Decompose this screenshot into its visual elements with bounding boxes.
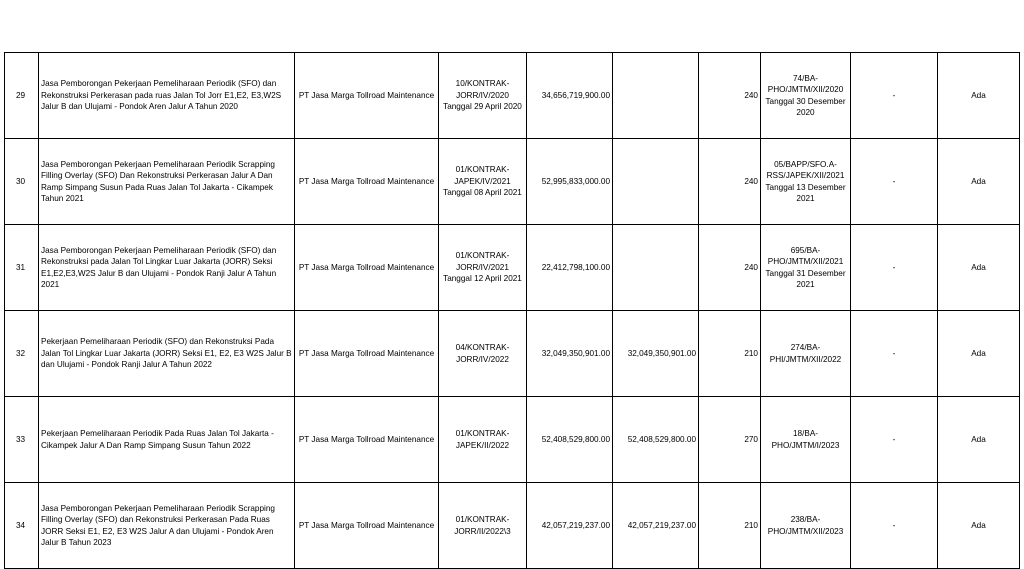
contracts-table [4, 52, 1020, 569]
row-number: 29 [5, 53, 39, 139]
job-description: Pekerjaan Pemeliharaan Periodik (SFO) dan Rekonstruksi Pada Jalan Tol Lingkar Luar Jakarta (JORR) Seksi E1, E2, E3 W2S Jalur B dan Ulujami - Pondok Ranji Jalur A Tahun 2022 [39, 311, 295, 397]
contract-number: 01/KONTRAK-JORR/II/2022\3 [439, 483, 527, 569]
contract-value: 34,656,719,900.00 [527, 53, 613, 139]
contractor-name: PT Jasa Marga Tollroad Maintenance [295, 139, 439, 225]
table-row [5, 139, 1020, 225]
availability-status: Ada [938, 225, 1020, 311]
realized-value [613, 139, 699, 225]
contract-value: 22,412,798,100.00 [527, 225, 613, 311]
handover-document: 05/BAPP/SFO.A-RSS/JAPEK/XII/2021 Tanggal 13 Desember 2021 [761, 139, 851, 225]
remark-dash: - [851, 397, 938, 483]
availability-status: Ada [938, 139, 1020, 225]
duration-days: 210 [699, 483, 761, 569]
contract-number: 04/KONTRAK-JORR/IV/2022 [439, 311, 527, 397]
row-number: 33 [5, 397, 39, 483]
row-number: 31 [5, 225, 39, 311]
contract-number: 01/KONTRAK-JAPEK/II/2022 [439, 397, 527, 483]
realized-value: 42,057,219,237.00 [613, 483, 699, 569]
job-description: Jasa Pemborongan Pekerjaan Pemeliharaan Periodik (SFO) dan Rekonstruksi pada Jalan Tol Lingkar Luar Jakarta (JORR) Seksi E1,E2,E3,W2S Jalur B dan Ulujami - Pondok Ranji Jalur A Tahun 2021 [39, 225, 295, 311]
table-row [5, 483, 1020, 569]
remark-dash: - [851, 53, 938, 139]
realized-value: 52,408,529,800.00 [613, 397, 699, 483]
contract-value: 52,995,833,000.00 [527, 139, 613, 225]
job-description: Jasa Pemborongan Pekerjaan Pemeliharaan Periodik Scrapping Filling Overlay (SFO) Dan Rekonstruksi Perkerasan Jalur A Dan Ramp Simpang Susun Pada Ruas Jalan Tol Jakarta - Cikampek Tahun 2021 [39, 139, 295, 225]
availability-status: Ada [938, 311, 1020, 397]
table-row [5, 397, 1020, 483]
table-row [5, 311, 1020, 397]
realized-value: 32,049,350,901.00 [613, 311, 699, 397]
contract-number: 10/KONTRAK-JORR/IV/2020 Tanggal 29 April 2020 [439, 53, 527, 139]
job-description: Jasa Pemborongan Pekerjaan Pemeliharaan Periodik (SFO) dan Rekonstruksi Perkerasan pada ruas Jalan Tol Jorr E1,E2, E3,W2S Jalur B dan Ulujami - Pondok Aren Jalur A Tahun 2020 [39, 53, 295, 139]
remark-dash: - [851, 225, 938, 311]
duration-days: 240 [699, 225, 761, 311]
handover-document: 274/BA-PHI/JMTM/XII/2022 [761, 311, 851, 397]
job-description: Jasa Pemborongan Pekerjaan Pemeliharaan Periodik Scrapping Filling Overlay (SFO) dan Rekonstruksi Perkerasan Pada Ruas JORR Seksi E1, E2, E3 W2S Jalur A dan Ulujami - Pondok Aren Jalur B Tahun 2023 [39, 483, 295, 569]
contractor-name: PT Jasa Marga Tollroad Maintenance [295, 225, 439, 311]
availability-status: Ada [938, 483, 1020, 569]
duration-days: 240 [699, 53, 761, 139]
contract-number: 01/KONTRAK-JORR/IV/2021 Tanggal 12 April 2021 [439, 225, 527, 311]
contract-value: 32,049,350,901.00 [527, 311, 613, 397]
duration-days: 240 [699, 139, 761, 225]
contractor-name: PT Jasa Marga Tollroad Maintenance [295, 397, 439, 483]
contract-number: 01/KONTRAK-JAPEK/IV/2021 Tanggal 08 April 2021 [439, 139, 527, 225]
row-number: 34 [5, 483, 39, 569]
realized-value [613, 53, 699, 139]
contract-value: 42,057,219,237.00 [527, 483, 613, 569]
handover-document: 18/BA-PHO/JMTM/I/2023 [761, 397, 851, 483]
job-description: Pekerjaan Pemeliharaan Periodik Pada Ruas Jalan Tol Jakarta - Cikampek Jalur A Dan Ramp Simpang Susun Tahun 2022 [39, 397, 295, 483]
row-number: 30 [5, 139, 39, 225]
handover-document: 74/BA-PHO/JMTM/XII/2020 Tanggal 30 Desember 2020 [761, 53, 851, 139]
row-number: 32 [5, 311, 39, 397]
remark-dash: - [851, 483, 938, 569]
handover-document: 238/BA-PHO/JMTM/XII/2023 [761, 483, 851, 569]
table-row [5, 225, 1020, 311]
contract-value: 52,408,529,800.00 [527, 397, 613, 483]
realized-value [613, 225, 699, 311]
remark-dash: - [851, 139, 938, 225]
duration-days: 270 [699, 397, 761, 483]
handover-document: 695/BA-PHO/JMTM/XII/2021 Tanggal 31 Desember 2021 [761, 225, 851, 311]
availability-status: Ada [938, 53, 1020, 139]
remark-dash: - [851, 311, 938, 397]
contractor-name: PT Jasa Marga Tollroad Maintenance [295, 311, 439, 397]
availability-status: Ada [938, 397, 1020, 483]
table-row [5, 53, 1020, 139]
contractor-name: PT Jasa Marga Tollroad Maintenance [295, 483, 439, 569]
contractor-name: PT Jasa Marga Tollroad Maintenance [295, 53, 439, 139]
duration-days: 210 [699, 311, 761, 397]
